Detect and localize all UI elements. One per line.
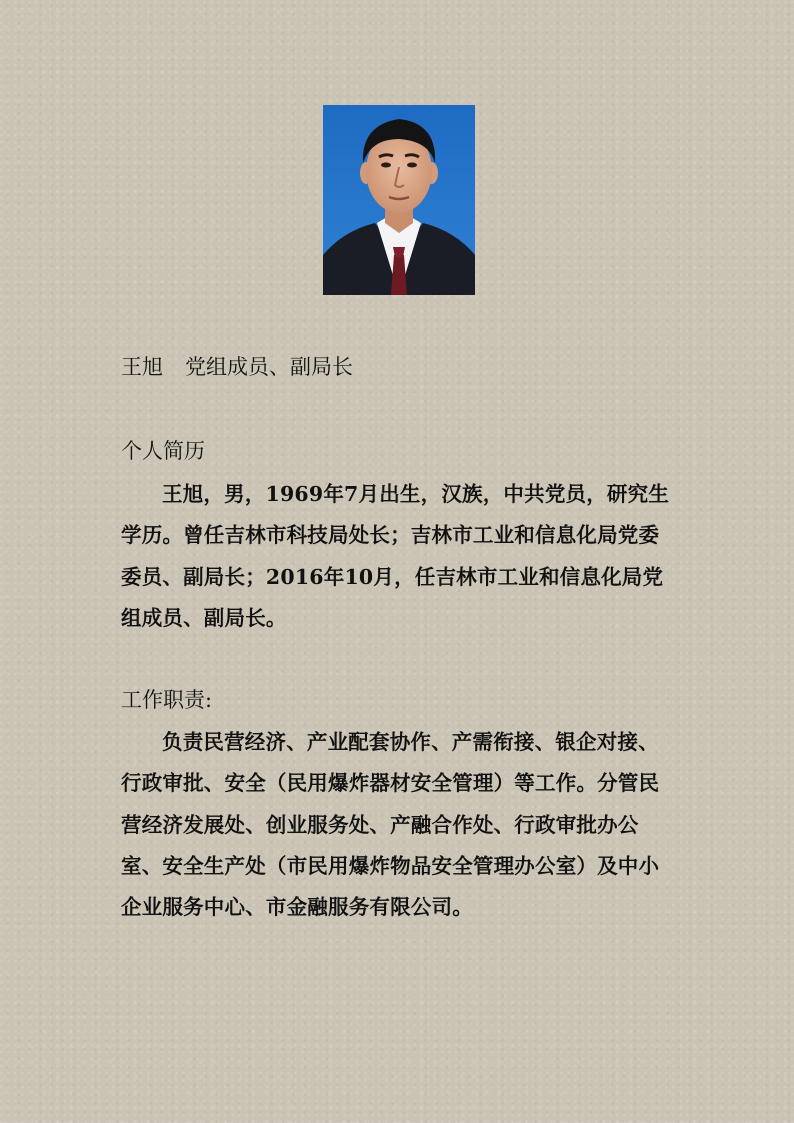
resume-heading: 个人简历 — [121, 439, 205, 463]
portrait-photo — [323, 105, 475, 295]
name-title-line — [121, 352, 353, 382]
duties-heading: 工作职责: — [121, 688, 213, 712]
person-name: 王旭 — [121, 355, 163, 379]
person-position: 党组成员、副局长 — [185, 355, 353, 379]
duties-paragraph: 负责民营经济、产业配套协作、产需衔接、银企对接、行政审批、安全（民用爆炸器材安全管理）等工作。分管民营经济发展处、创业服务处、产融合作处、行政审批办公室、安全生产处（市民用爆炸物品安全管理办公室）及中小企业服务中心、市金融服务有限公司。 — [121, 730, 660, 920]
portrait-image — [323, 105, 475, 295]
resume-paragraph: 王旭，男，1969年7月出生，汉族，中共党员，研究生学历。曾任吉林市科技局处长；吉林市工业和信息化局党委委员、副局长；2016年10月，任吉林市工业和信息化局党组成员、副局长。 — [121, 482, 670, 630]
